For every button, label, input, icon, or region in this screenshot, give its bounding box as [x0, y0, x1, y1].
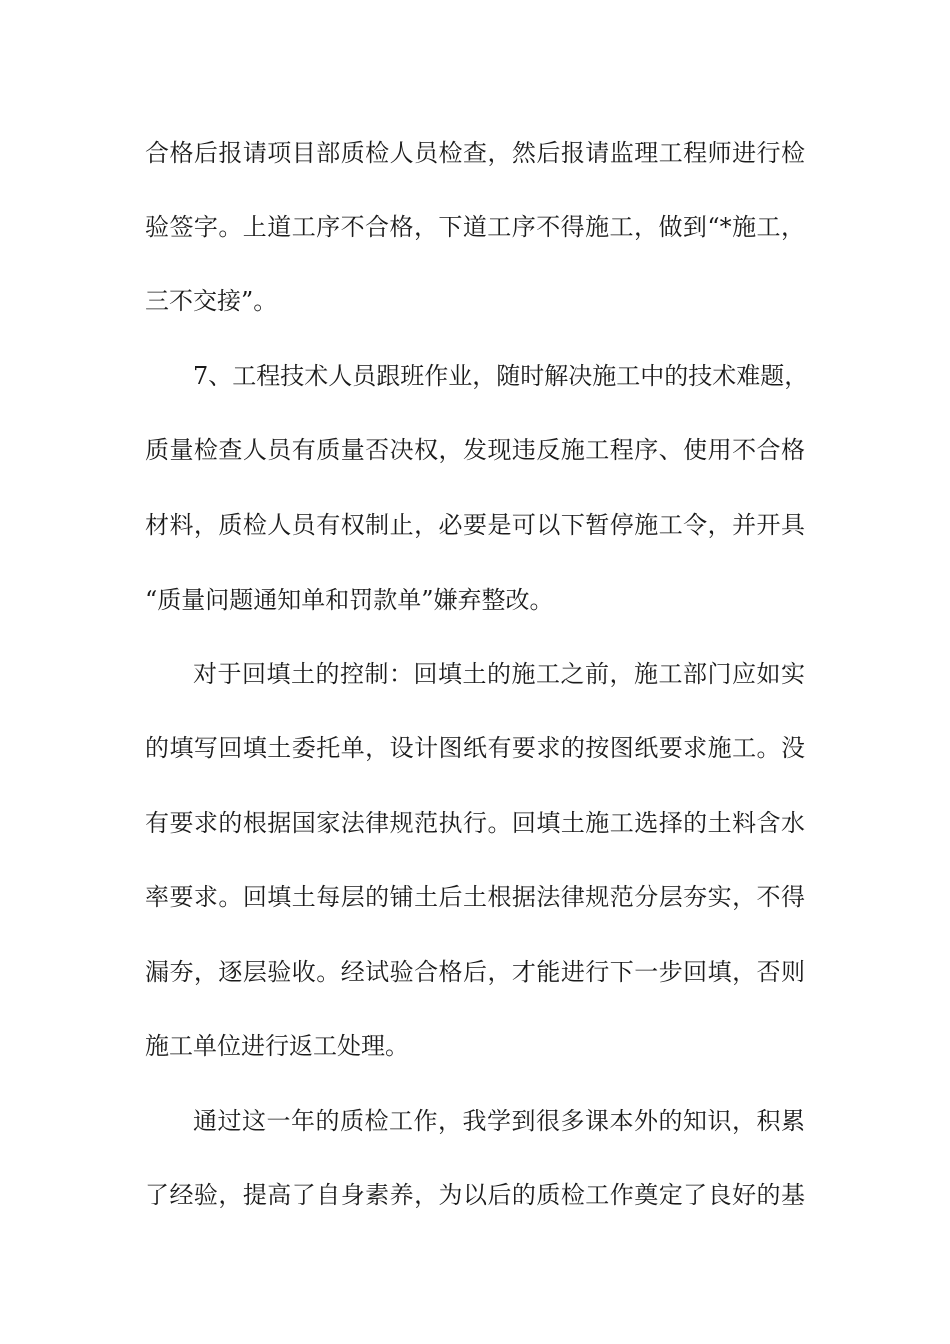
paragraph-line: 了经验，提高了自身素养，为以后的质检工作奠定了良好的基 [145, 1181, 805, 1209]
paragraph-line: 材料，质检人员有权制止，必要是可以下暂停施工令，并开具 [145, 511, 805, 539]
paragraph-line: 通过这一年的质检工作，我学到很多课本外的知识，积累 [193, 1107, 805, 1135]
paragraph-line: 的填写回填土委托单，设计图纸有要求的按图纸要求施工。没 [145, 734, 805, 762]
paragraph-line: 验签字。上道工序不合格，下道工序不得施工，做到“*施工， [145, 213, 805, 241]
paragraph-line: “质量问题通知单和罚款单”嫌弃整改。 [145, 586, 554, 614]
paragraph-line: 7、工程技术人员跟班作业，随时解决施工中的技术难题， [193, 362, 809, 390]
paragraph-line: 对于回填土的控制：回填土的施工之前，施工部门应如实 [193, 660, 805, 688]
paragraph-line: 率要求。回填土每层的铺土后土根据法律规范分层夯实，不得 [145, 883, 805, 911]
paragraph-line: 施工单位进行返工处理。 [145, 1032, 409, 1060]
paragraph-line: 三不交接”。 [145, 287, 278, 315]
paragraph-line: 有要求的根据国家法律规范执行。回填土施工选择的土料含水 [145, 809, 805, 837]
paragraph-line: 合格后报请项目部质检人员检查，然后报请监理工程师进行检 [145, 139, 805, 167]
paragraph-line: 质量检查人员有质量否决权，发现违反施工程序、使用不合格 [145, 436, 805, 464]
paragraph-line: 漏夯，逐层验收。经试验合格后，才能进行下一步回填，否则 [145, 958, 805, 986]
